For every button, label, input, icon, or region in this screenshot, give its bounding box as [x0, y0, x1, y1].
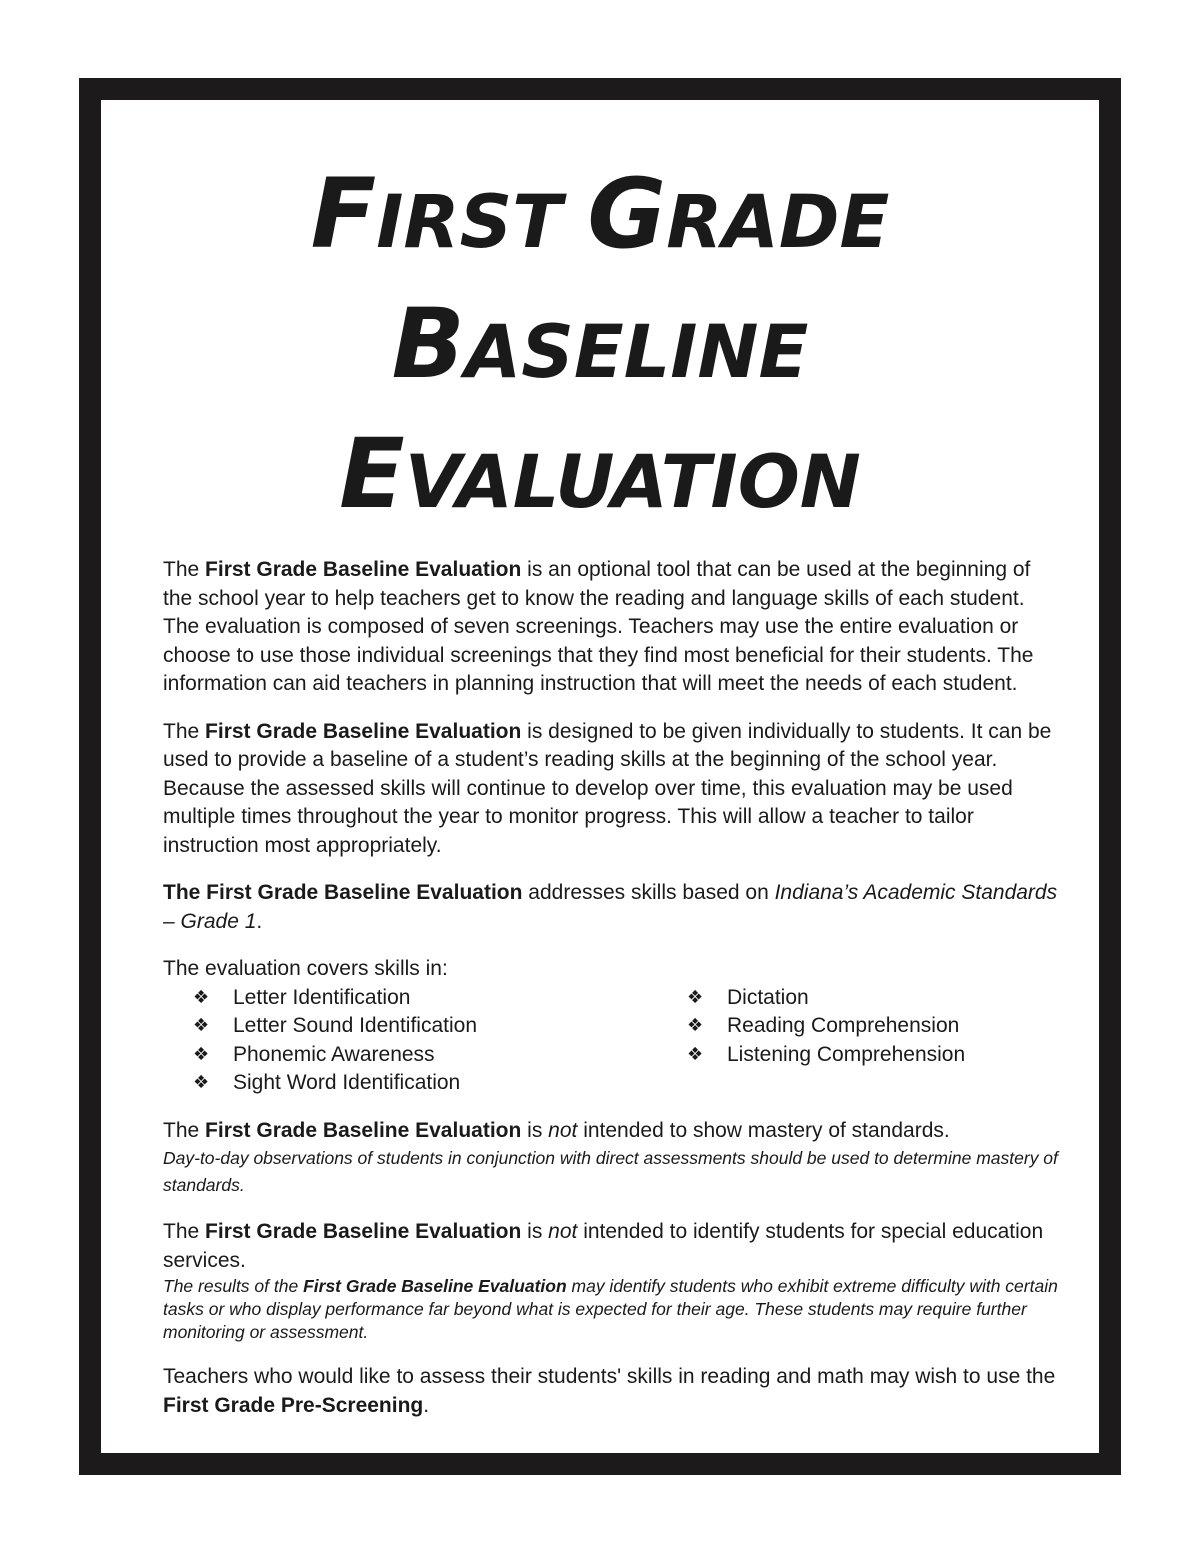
skills-column-right [687, 984, 965, 1098]
text: intended to identify students for special education services. [163, 1220, 1044, 1272]
text: is designed to be given individually to students. It can be used to provide a baseline of a student’s reading skills at the beginning of the school year. Because the assessed skills will continue to develop over time, this evaluation may be used multiple times throughout the year to monitor progress. This will allow a teacher to tailor instruction most appropriately. [163, 719, 1052, 857]
title-line-2 [101, 290, 1099, 420]
diamond-bullet-icon: ❖ [193, 1072, 210, 1093]
text: is an optional tool that can be used at the beginning of the school year to help teachers get to know the reading and language skills of each student. The evaluation is composed of seven screenings. Teachers may use the entire evaluation or choose to use those individual screenings that they find most beneficial for their students. The information can aid teachers in planning instruction that will meet the needs of each student. [163, 558, 1034, 695]
bold-term: First Grade Pre-Screening [163, 1393, 424, 1417]
text: may identify students who exhibit extreme difficulty with certain tasks or who display performance far beyond what is expected for their age. These students may require further monitoring or assessment. [163, 1276, 1058, 1342]
skill-label: Letter Identification [233, 985, 411, 1009]
design-paragraph [163, 718, 1059, 861]
list-item [687, 1012, 965, 1041]
title-smallcaps: RADE [666, 180, 890, 265]
bold-term: First Grade Baseline Evaluation [303, 1276, 567, 1296]
skills-intro: The evaluation covers skills in: [163, 957, 448, 980]
diamond-bullet-icon: ❖ [687, 986, 704, 1008]
diamond-bullet-icon: ❖ [687, 1043, 704, 1065]
title-smallcaps: ASELINE [464, 310, 809, 395]
list-item [193, 984, 687, 1013]
standards-paragraph [163, 879, 1059, 936]
diamond-bullet-icon: ❖ [193, 1043, 210, 1065]
list-item [193, 1069, 687, 1098]
special-education-note [163, 1275, 1059, 1344]
text: is [521, 1220, 549, 1243]
diamond-bullet-icon: ❖ [193, 1015, 210, 1036]
intro-paragraph [163, 556, 1059, 699]
text: Teachers who would like to assess their students' skills in reading and math may wish to use the [163, 1365, 1056, 1388]
list-item [687, 1041, 965, 1070]
skills-list [163, 984, 1059, 1098]
title-cap: E [339, 418, 405, 530]
text: The [163, 1220, 206, 1243]
skill-label: Sight Word Identification [233, 1071, 461, 1094]
skill-label: Letter Sound Identification [233, 1014, 478, 1037]
skill-label: Listening Comprehension [727, 1042, 966, 1066]
skill-label: Reading Comprehension [727, 1014, 960, 1037]
text: . [256, 909, 263, 933]
title-cap: G [587, 158, 667, 270]
title-cap: B [391, 288, 465, 400]
title-smallcaps: IRST [376, 180, 588, 265]
emphasis: not [548, 1118, 578, 1142]
list-item [193, 1012, 687, 1041]
text: The results of the [163, 1276, 304, 1296]
bold-term: First Grade Baseline Evaluation [205, 1118, 522, 1142]
list-item [687, 984, 965, 1013]
emphasis: not [548, 1220, 578, 1243]
text: . [423, 1393, 430, 1417]
text: addresses skills based on [522, 881, 775, 904]
bold-term: The First Grade Baseline Evaluation [163, 881, 523, 904]
text: is [521, 1118, 549, 1142]
text: The [163, 558, 206, 581]
bold-term: First Grade Baseline Evaluation [205, 558, 522, 581]
text: The [163, 1118, 206, 1142]
skills-column-left [163, 984, 687, 1098]
mastery-paragraph [163, 1117, 1059, 1200]
title-line-3 [101, 420, 1099, 550]
list-item [193, 1041, 687, 1070]
standards-reference: Indiana’s Academic Standards – Grade 1 [163, 881, 1058, 933]
skill-label: Dictation [727, 985, 809, 1009]
diamond-bullet-icon: ❖ [193, 986, 210, 1008]
body-content [163, 556, 1059, 1439]
text: intended to show mastery of standards. [577, 1118, 950, 1142]
diamond-bullet-icon: ❖ [687, 1015, 704, 1036]
mastery-note: Day-to-day observations of students in conjunction with direct assessments should be used to determine mastery of standards. [163, 1148, 1058, 1195]
pre-screening-paragraph [163, 1363, 1059, 1420]
page-border-frame [79, 78, 1121, 1475]
title-line-1 [101, 160, 1099, 290]
text: The [163, 719, 206, 743]
bold-term: First Grade Baseline Evaluation [205, 719, 522, 743]
title-smallcaps: VALUATION [404, 440, 861, 525]
bold-term: First Grade Baseline Evaluation [205, 1220, 522, 1243]
title-cap: F [310, 158, 377, 270]
skill-label: Phonemic Awareness [233, 1042, 435, 1066]
document-title [101, 160, 1099, 550]
special-education-paragraph [163, 1218, 1059, 1344]
